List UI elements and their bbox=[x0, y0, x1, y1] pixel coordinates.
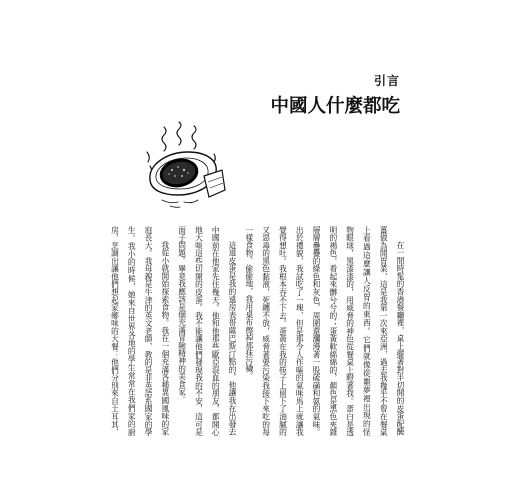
text-line: 覺得想吐。我根本吞不下去。蛋黃在我的筷子上留下了油膩的 bbox=[278, 226, 288, 436]
text-line: 上看過這麼讓人反胃的東西。它們就像從噩夢裡出現的怪 bbox=[362, 226, 372, 436]
paragraph bbox=[173, 226, 240, 436]
body-text bbox=[105, 226, 408, 436]
steam-line bbox=[192, 126, 196, 149]
text-line: 明的褐色，看起來髒兮兮的；蛋黃軟綿綿的，顏色是黑色夾雜 bbox=[328, 226, 338, 436]
text-line: 生。我小的時候，她來自世界各地的學生常常在我們家的廚 bbox=[127, 226, 137, 436]
steam-line bbox=[162, 127, 166, 151]
text-line: 薑做為開胃菜，這是我第一次來亞洲，過去我幾乎不曾在餐桌 bbox=[379, 226, 389, 436]
text-line: 這道皮蛋是我的遠房表哥薩巴斯汀點的，他讓我在出發去 bbox=[228, 241, 238, 436]
text-line: 又惡毒的黑色黏液，死纏不放，威脅著要污染我接下來吃的每 bbox=[261, 226, 271, 436]
text-line: 地大啖這些切開的皮蛋。我不能讓他們發現我的不安，這可是 bbox=[194, 226, 204, 436]
text-line: 層層疊疊的綠色和灰色，周圍還瀰漫著一股硫磺和氨的氣味。 bbox=[312, 226, 322, 436]
text-line: 面子問題。畢竟我應該是個充滿冒險精神的美食家。 bbox=[177, 226, 187, 404]
text-line: 物眼球，黑漆漆的，用威脅的神色從餐桌上瞪著我。蛋白是透 bbox=[345, 226, 355, 436]
paragraph bbox=[240, 226, 408, 436]
plate-strokes bbox=[162, 200, 198, 207]
text-line: 中國前在他家先住幾天。他和他那些歐亞混血的朋友，都開心 bbox=[211, 226, 221, 436]
chapter-title: 中國人什麼都吃 bbox=[270, 96, 400, 117]
steam-line bbox=[147, 152, 149, 162]
egg bbox=[150, 152, 225, 197]
steam-line bbox=[177, 122, 181, 145]
section-label: 引言 bbox=[373, 74, 400, 88]
text-line: 出於禮貌，我試吃了一塊，但是那令人作嘔的氣味馬上就讓我 bbox=[295, 226, 305, 436]
text-line: 庭長大。我母親是牛津的英文老師，教的是非英語系國家的學 bbox=[144, 226, 154, 436]
text-line: 在一間時髦的香港餐廳裡，桌上擺著對半切開的皮蛋配醃 bbox=[396, 241, 405, 436]
text-line: 房，烹調出讓他們想起家鄉味的大餐：他們分別來自土耳其、 bbox=[110, 226, 120, 436]
text-line: 我從小就開始探索食物。我在一個充滿各種異國風味的家 bbox=[160, 241, 170, 436]
paragraph bbox=[106, 226, 173, 436]
text-line: 一樣食物。偷偷地，我用桌布擦掉那抹污穢。 bbox=[244, 226, 254, 380]
century-egg-illustration bbox=[138, 118, 230, 213]
